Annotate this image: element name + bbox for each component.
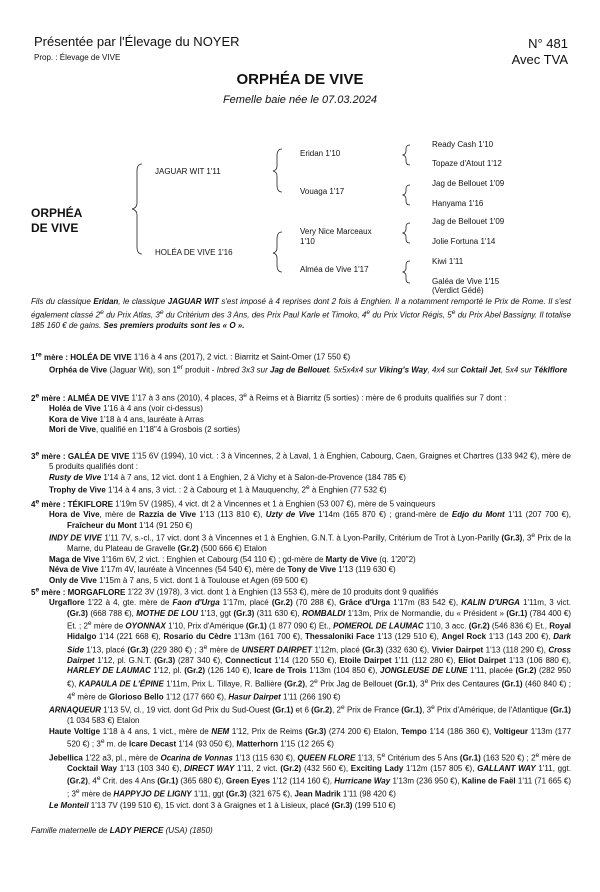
maternal-family: Famille maternelle de LADY PIERCE (USA) (1850)	[31, 826, 213, 835]
ggp-5: Jag de Bellouet 1'09	[432, 217, 505, 226]
dam-sire-2: 1'10	[300, 237, 315, 246]
fourth-dam-heading: 4e mère : TÉKIFLORE 1'19m 5V (1985), 4 vict. dt 2 à Vincennes et 1 à Enghien (53 007 €), mère de 5 vainqueurs	[31, 498, 436, 509]
bracket-ss	[403, 145, 410, 165]
sire: JAGUAR WIT 1'11	[155, 167, 221, 176]
ggp-1: Ready Cash 1'10	[432, 140, 494, 149]
first-dam-produce: Orphéa de Vive (Jaguar Wit), son 1er produit - Inbred 3x3 sur Jag de Bellouet. 5x5x4x4 sur Viking's Way, 4x4 sur Coktail Jet, 5x4 sur Téklflore	[49, 364, 568, 375]
bracket-dd	[403, 261, 410, 283]
fifth-dam-produce: Jebellica 1'22 a3, pl., mère de Ocarina de Vonnas 1'13 (115 630 €), QUEEN FLORE 1'13, 5e Critérium des 5 Ans (Gr.1) (163 520 €) ; 2e mère de Cocktail Way 1'13 (103 340 €), DIRECT WAY 1'11, 2 vict. (Gr.2) (432 560 €), Exciting Lady 1'12m (157 805 €), GALLANT WAY 1'11, ggt. (Gr.2), 4e Crit. des 4 Ans (Gr.1) (365 680 €), Green Eyes 1'12 (114 160 €), Hurricane Way 1'13m (236 950 €), Kaline de Faël 1'11 (71 665 €) ; 3e mère de HAPPYJO DE LIGNY 1'11, ggt (Gr.3) (321 675 €), Jean Madrik 1'11 (98 420 €)	[49, 751, 572, 800]
fourth-dam-produce: Only de Vive 1'15m à 7 ans, 5 vict. dont 1 à Toulouse et Agen (69 500 €)	[49, 575, 308, 585]
second-dam-section	[31, 391, 571, 436]
third-dam-heading: 3e mère : GALÉA DE VIVE 1'15 6V (1994), 10 vict. : 3 à Vincennes, 2 à Laval, 1 à Enghien, Cabourg, Caen, Graignes et Chartres (133 942 €), mère de 5 produits qualifiés dont :	[31, 450, 571, 472]
second-dam-produce: Holéa de Vive 1'16 à 4 ans (voir ci-dessus)	[49, 404, 203, 414]
fifth-dam-produce: Urgaflore 1'22 à 4, gte. mère de Faon d'Urga 1'17m, placé (Gr.2) (70 288 €), Grâce d'Urga 1'17m (83 542 €), KALIN D'URGA 1'11m, 3 vict. (Gr.3) (668 788 €), MOTHE DE LOU 1'13, ggt (Gr.3) (311 630 €), ROMBALDI 1'13m, Prix de Normandie, du « Président » (Gr.1) (784 400 €) Et. ; 2e mère de OYONNAX 1'10, Prix d'Amérique (Gr.1) (1 877 090 €) Et., POMEROL DE LAUMAC 1'10, 3 acc. (Gr.2) (546 836 €) Et., Royal Hidalgo 1'14 (221 668 €), Rosario du Cèdre 1'13m (161 700 €), Thessaloniki Face 1'13 (129 510 €), Angel Rock 1'13 (143 200 €), Dark Side 1'13, placé (Gr.3) (229 380 €) ; 3e mère de UNSERT DAIRPET 1'12m, placé (Gr.3) (332 630 €), Vivier Dairpet 1'13 (118 290 €), Cross Dairpet 1'12, pl. G.N.T. (Gr.3) (287 340 €), Connecticut 1'14 (120 550 €), Etoile Dairpet 1'11 (112 280 €), Eliot Dairpet 1'13 (106 880 €), HARLEY DE LAUMAC 1'12, pl. (Gr.2) (126 140 €), Icare de Trois 1'13m (104 850 €), JONGLEUSE DE LUNE 1'11, placée (Gr.2) (282 950 €), KAPAULA DE L'ÉPINE 1'11m, Prix L. Tillaye, R. Ballière (Gr.2), 2e Prix Jag de Bellouet (Gr.1), 3e Prix des Centaures (Gr.1) (460 840 €) ; 4e mère de Glorioso Bello 1'12 (177 660 €), Hasur Dairpet 1'11 (266 190 €)	[49, 598, 572, 702]
fifth-dam-produce: Le Monteil 1'13 7V (199 510 €), 15 vict. dont 3 à Graignes et 1 à Lisieux, placé (Gr.3) (199 510 €)	[49, 800, 396, 810]
subject-name-1: ORPHÉA	[31, 206, 83, 220]
fifth-dam-heading: 5e mère : MORGAFLORE 1'22 3V (1978), 3 vict. dont 1 à Enghien (13 553 €), mère de 10 produits dont 9 qualifiés	[31, 586, 439, 597]
bracket-sire	[273, 149, 282, 192]
third-dam-produce: Trophy de Vive 1'14 à 4 ans, 3 vict. : 2 à Cabourg et 1 à Mauquenchy, 2e à Enghien (77 532 €)	[49, 484, 387, 495]
ggp-8: Galéa de Vive 1'15	[432, 277, 500, 286]
third-dam-produce: Rusty de Vive 1'14 à 7 ans, 12 vict. dont 1 à Enghien, 2 à Vichy et à Salon-de-Provence (184 785 €)	[49, 472, 406, 482]
first-dam-section	[31, 350, 571, 376]
vat-label: Avec TVA	[511, 52, 568, 67]
second-dam-produce: Kora de Vive 1'18 à 4 ans, lauréate à Arras	[49, 414, 204, 424]
ggp-6: Jolie Fortuna 1'14	[432, 237, 496, 246]
second-dam-produce: Mori de Vive, qualifié en 1'18"4 à Grosbois (2 sorties)	[49, 425, 240, 435]
third-dam-section	[31, 449, 571, 496]
fifth-dam-produce: Haute Voltige 1'18 à 4 ans, 1 vict., mère de NEM 1'12, Prix de Reims (Gr.3) (274 200 €) Etalon, Tempo 1'14 (186 360 €), Voltigeur 1'13m (177 520 €) ; 3e m. de Icare Decast 1'14 (93 050 €), Matterhorn 1'15 (12 265 €)	[49, 726, 572, 750]
dam-sire-1: Very Nice Marceaux	[300, 227, 372, 236]
fourth-dam-produce: INDY DE VIVE 1'11 7V, s.-cl., 17 vict. dont 3 à Vincennes et 1 à Enghien, G.N.T. à Lyon-Parilly, Critérium de Trot à Lyon-Parilly (Gr.3), 3e Prix de la Marne, du Plateau de Gravelle (Gr.2) (500 666 €) Etalon	[49, 532, 571, 554]
fifth-dam-produce: ARNAQUEUR 1'13 5V, cl., 19 vict. dont Gd Prix du Sud-Ouest (Gr.1) et 6 (Gr.2), 2e Prix de France (Gr.1), 3e Prix d'Amérique, de l'Atlantique (Gr.1) (1 034 583 €) Etalon	[49, 704, 571, 726]
ggp-8-note: (Verdict Gédé)	[432, 286, 484, 295]
bracket-ds	[403, 223, 410, 243]
presenter-line: Présentée par l'Élevage du NOYER	[34, 34, 240, 49]
horse-title: ORPHÉA DE VIVE	[236, 71, 364, 88]
fourth-dam-produce: Néva de Vive 1'17m 4V, lauréate à Vincennes (54 540 €), mère de Tony de Vive 1'13 (119 630 €)	[49, 565, 396, 575]
ggp-7: Kiwi 1'11	[432, 257, 464, 266]
sire-sire: Eridan 1'10	[300, 149, 341, 158]
lot-number: N° 481	[528, 36, 568, 51]
bracket-dam	[273, 232, 282, 272]
second-dam-heading: 2e mère : ALMÉA DE VIVE 1'17 à 3 ans (2010), 4 places, 3e à Reims et à Biarritz (5 sorties) : mère de 6 produits qualifiés sur 7 dont :	[31, 392, 507, 403]
bracket-sd	[403, 185, 410, 205]
sire-intro: Fils du classique Eridan, le classique JAGUAR WIT s'est imposé à 4 reprises dont 2 fois à Enghien. Il a notamment remporté le Prix de Rome. Il s'est également classé 2e du Prix Atlas, 3e du Critérium des 3 Ans, des Prix Paul Karle et Timoko, 4e du Prix Victor Régis, 5e du Prix Abel Bassigny. Il totalise 185 160 € de gains. Ses premiers produits sont les « O ».	[31, 297, 572, 330]
fifth-dam-section	[31, 585, 571, 811]
ggp-4: Hanyama 1'16	[432, 199, 484, 208]
bracket-subject	[132, 164, 142, 254]
fourth-dam-section	[31, 497, 571, 586]
dam-dam: Alméa de Vive 1'17	[300, 265, 369, 274]
sire-dam: Vouaga 1'17	[300, 187, 345, 196]
horse-subtitle: Femelle baie née le 07.03.2024	[222, 94, 378, 106]
dam: HOLÉA DE VIVE 1'16	[155, 248, 233, 257]
subject-name-2: DE VIVE	[31, 221, 79, 235]
first-dam-heading: 1re mère : HOLÉA DE VIVE 1'16 à 4 ans (2017), 2 vict. : Biarritz et Saint-Omer (17 550 €)	[31, 351, 351, 362]
owner-line: Prop. : Élevage de VIVE	[34, 53, 121, 62]
fourth-dam-produce: Maga de Vive 1'16m 6V, 2 vict. : Enghien et Cabourg (54 110 €) ; gd-mère de Marty de Vive (q. 1'20"2)	[49, 554, 416, 564]
fourth-dam-produce: Hora de Vive, mère de Razzia de Vive 1'13 (113 810 €), Uzty de Vive 1'14m (165 870 €) ; grand-mère de Edjo du Mont 1'11 (207 700 €), Fraîcheur du Mont 1'14 (91 250 €)	[49, 510, 572, 530]
ggp-2: Topaze d'Atout 1'12	[432, 159, 502, 168]
ggp-3: Jag de Bellouet 1'09	[432, 179, 505, 188]
